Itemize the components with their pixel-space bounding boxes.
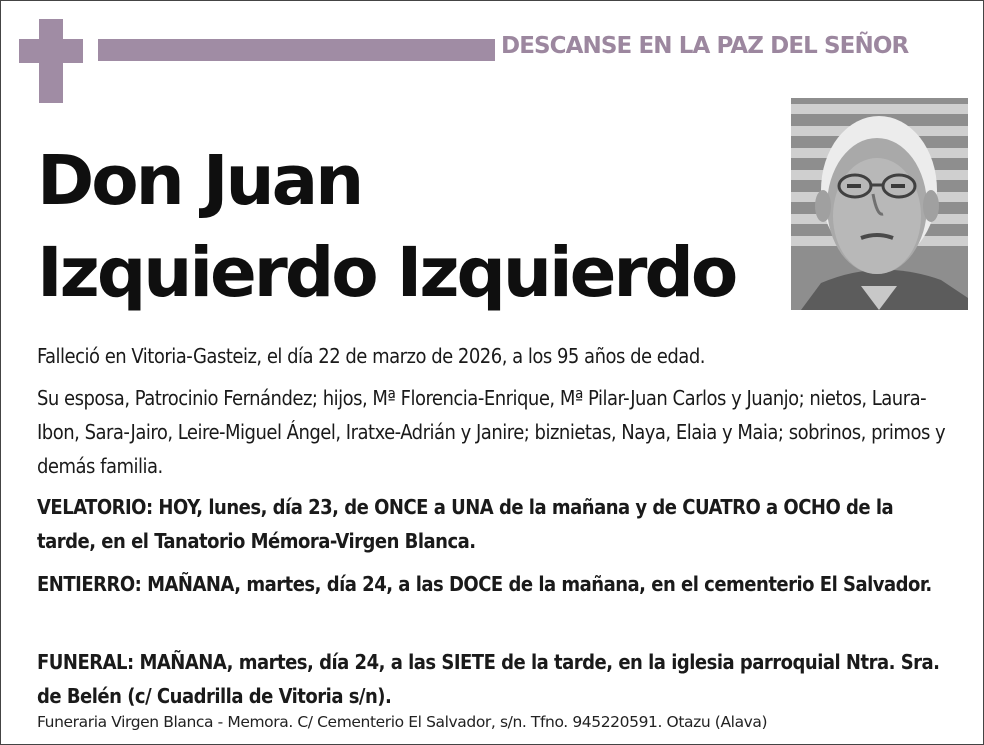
funeral-home-footer: Funeraria Virgen Blanca - Memora. C/ Cementerio El Salvador, s/n. Tfno. 945220591. Otazu (Alava) — [37, 713, 768, 731]
deceased-name — [37, 135, 735, 319]
funeral-info: FUNERAL: MAÑANA, martes, día 24, a las SIETE de la tarde, en la iglesia parroquial Ntra. Sra. de Belén (c/ Cuadrilla de Vitoria s/n). — [37, 650, 940, 708]
family-list: Su esposa, Patrocinio Fernández; hijos, Mª Florencia-Enrique, Mª Pilar-Juan Carlos y Juanjo; nietos, Laura-Ibon, Sara-Jairo, Leire-Miguel Ángel, Iratxe-Adrián y Janire; biznietas, Naya, Elaia y Maia; sobrinos, primos y demás familia. — [37, 386, 946, 478]
portrait-photo — [791, 98, 968, 310]
name-line-2: Izquierdo Izquierdo — [37, 233, 736, 313]
name-line-1: Don Juan — [37, 141, 362, 221]
header-title: DESCANSE EN LA PAZ DEL SEÑOR — [501, 33, 909, 59]
cross-icon-bar — [19, 39, 83, 63]
entierro-info: ENTIERRO: MAÑANA, martes, día 24, a las DOCE de la mañana, en el cementerio El Salvador. — [37, 572, 932, 596]
header-divider — [98, 39, 495, 61]
death-notice: Falleció en Vitoria-Gasteiz, el día 22 de marzo de 2026, a los 95 años de edad. — [37, 344, 705, 368]
velatorio-info: VELATORIO: HOY, lunes, día 23, de ONCE a UNA de la mañana y de CUATRO a OCHO de la tarde, en el Tanatorio Mémora-Virgen Blanca. — [37, 495, 894, 553]
